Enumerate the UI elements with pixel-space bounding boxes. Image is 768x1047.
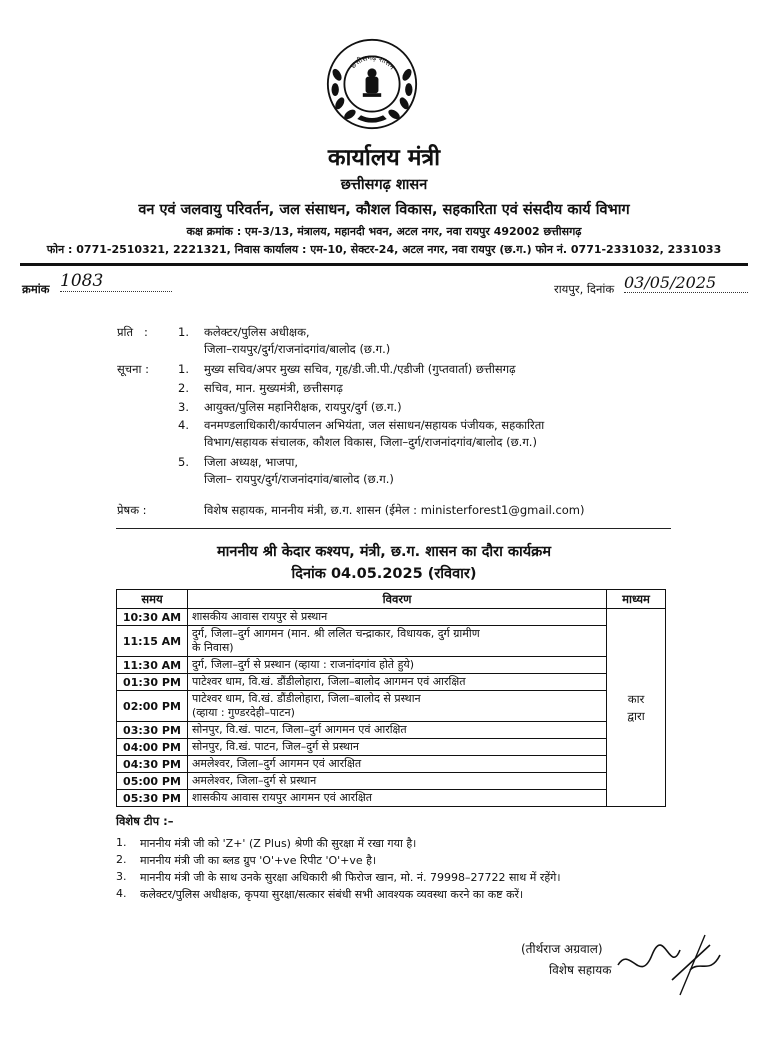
row-desc: शासकीय आवास रायपुर से प्रस्थान [187, 609, 606, 626]
row-time: 02:00 PM [117, 691, 188, 722]
prati-line: जिला–रायपुर/दुर्ग/राजनांदगांव/बालोद (छ.ग.) [204, 342, 391, 356]
row-time: 04:30 PM [117, 756, 188, 773]
table-row [117, 674, 666, 691]
office-title: कार्यालय मंत्री [327, 144, 441, 171]
programme-date: दिनांक 04.05.2025 (रविवार) [291, 566, 477, 582]
note-number: 2. [116, 853, 127, 866]
note-text: माननीय मंत्री जी का ब्लड ग्रुप 'O'+ve रिपीट 'O'+ve है। [140, 854, 377, 867]
note-number: 1. [116, 836, 127, 849]
row-desc: दुर्ग, जिला–दुर्ग से प्रस्थान (व्हाया : राजनांदगांव होते हुये) [187, 657, 606, 674]
row-time: 05:00 PM [117, 773, 188, 790]
table-header-row [117, 590, 666, 609]
note-text: माननीय मंत्री जी को 'Z+' (Z Plus) श्रेणी की सुरक्षा में रखा गया है। [140, 837, 417, 850]
table-row [117, 722, 666, 739]
row-desc: शासकीय आवास रायपुर आगमन एवं आरक्षित [187, 790, 606, 807]
suchna-line: मुख्य सचिव/अपर मुख्य सचिव, गृह/डी.जी.पी./एडीजी (गुप्तवार्ता) छत्तीसगढ़ [204, 362, 516, 376]
prati-line: कलेक्टर/पुलिस अधीक्षक, [204, 325, 310, 339]
signatory-designation: विशेष सहायक [549, 963, 612, 977]
suchna-line: वनमण्डलाधिकारी/कार्यपालन अभियंता, जल संसाधन/सहायक पंजीयक, सहकारिता [204, 418, 545, 432]
header-divider [20, 263, 748, 266]
table-row [117, 626, 666, 657]
section-divider [116, 528, 671, 529]
table-row [117, 739, 666, 756]
suchna-line: जिला– रायपुर/दुर्ग/राजनांदगांव/बालोद (छ.ग.) [204, 472, 394, 486]
suchna-line: सचिव, मान. मुख्यमंत्री, छत्तीसगढ़ [204, 381, 343, 395]
row-time: 11:15 AM [117, 626, 188, 657]
prati-number: 1. [178, 325, 189, 339]
table-row [117, 691, 666, 722]
svg-text:छत्तीसगढ़ शासन: छत्तीसगढ़ शासन [348, 53, 397, 72]
programme-title: माननीय श्री केदार कश्यप, मंत्री, छ.ग. शासन का दौरा कार्यक्रम [216, 544, 551, 560]
government-name: छत्तीसगढ़ शासन [340, 177, 428, 193]
date-label: रायपुर, दिनांक [554, 282, 615, 296]
note-number: 3. [116, 870, 127, 883]
row-time: 04:00 PM [117, 739, 188, 756]
mode-line: द्वारा [627, 708, 645, 723]
row-desc: अमलेश्वर, जिला–दुर्ग से प्रस्थान [187, 773, 606, 790]
reference-number: 1083 [60, 271, 172, 292]
suchna-number: 3. [178, 400, 189, 414]
date-value: 03/05/2025 [624, 273, 748, 293]
note-number: 4. [116, 887, 127, 900]
row-time: 10:30 AM [117, 609, 188, 626]
suchna-line: आयुक्त/पुलिस महानिरीक्षक, रायपुर/दुर्ग (छ.ग.) [204, 400, 402, 414]
row-time: 05:30 PM [117, 790, 188, 807]
suchna-number: 2. [178, 381, 189, 395]
mode-line: कार [627, 691, 645, 706]
table-row [117, 773, 666, 790]
handwritten-signature [610, 925, 730, 1005]
row-desc: सोनपुर, वि.खं. पाटन, जिला–दुर्ग आगमन एवं आरक्षित [187, 722, 606, 739]
sender-line: विशेष सहायक, माननीय मंत्री, छ.ग. शासन (ईमेल : ministerforest1@gmail.com) [204, 503, 585, 517]
row-desc: अमलेश्वर, जिला–दुर्ग आगमन एवं आरक्षित [187, 756, 606, 773]
row-desc: पाटेश्वर धाम, वि.खं. डौंडीलोहारा, जिला–बालोद आगमन एवं आरक्षित [187, 674, 606, 691]
reference-label: क्रमांक [22, 282, 50, 296]
table-row [117, 790, 666, 807]
note-text: माननीय मंत्री जी के साथ उनके सुरक्षा अधिकारी श्री फिरोज खान, मो. नं. 79998–27722 साथ में रहेंगे। [140, 871, 561, 884]
suchna-number: 5. [178, 455, 189, 469]
prati-label: प्रति : [117, 325, 148, 339]
row-desc: दुर्ग, जिला–दुर्ग आगमन (मान. श्री ललित चन्द्राकार, विधायक, दुर्ग ग्रामीण के निवास) [187, 626, 606, 657]
header-time: समय [117, 590, 188, 609]
table-row [117, 609, 666, 626]
signatory-name: (तीर्थराज अग्रवाल) [521, 942, 603, 956]
row-time: 03:30 PM [117, 722, 188, 739]
departments-line: वन एवं जलवायु परिवर्तन, जल संसाधन, कौशल विकास, सहकारिता एवं संसदीय कार्य विभाग [138, 202, 630, 218]
row-time: 11:30 AM [117, 657, 188, 674]
phone-line: फोन : 0771-2510321, 2221321, निवास कार्यालय : एम-10, सेक्टर-24, अटल नगर, नवा रायपुर (छ.ग.) फोन नं. 0771-2331032, 2331033 [46, 243, 722, 256]
suchna-number: 4. [178, 418, 189, 432]
row-desc: सोनपुर, वि.खं. पाटन, जिल–दुर्ग से प्रस्थान [187, 739, 606, 756]
suchna-line: जिला अध्यक्ष, भाजपा, [204, 455, 299, 469]
notes-title: विशेष टीप :– [116, 814, 174, 828]
government-emblem-logo [326, 38, 418, 130]
room-address: कक्ष क्रमांक : एम-3/13, मंत्रालय, महानदी भवन, अटल नगर, नवा रायपुर 492002 छत्तीसगढ़ [186, 225, 582, 238]
suchna-number: 1. [178, 362, 189, 376]
table-row [117, 756, 666, 773]
header-details: विवरण [187, 590, 606, 609]
note-text: कलेक्टर/पुलिस अधीक्षक, कृपया सुरक्षा/सत्कार संबंधी सभी आवश्यक व्यवस्था करने का कष्ट करें। [140, 888, 524, 901]
schedule-table [116, 589, 666, 807]
row-desc: पाटेश्वर धाम, वि.खं. डौंडीलोहारा, जिला–बालोद से प्रस्थान (व्हाया : गुण्डरदेही–पाटन) [187, 691, 606, 722]
suchna-label: सूचना : [117, 362, 149, 376]
travel-mode [607, 609, 666, 807]
suchna-line: विभाग/सहायक संचालक, कौशल विकास, जिला–दुर्ग/राजनांदगांव/बालोद (छ.ग.) [204, 435, 537, 449]
sender-label: प्रेषक : [117, 503, 147, 517]
row-time: 01:30 PM [117, 674, 188, 691]
table-row [117, 657, 666, 674]
header-mode: माध्यम [607, 590, 666, 609]
